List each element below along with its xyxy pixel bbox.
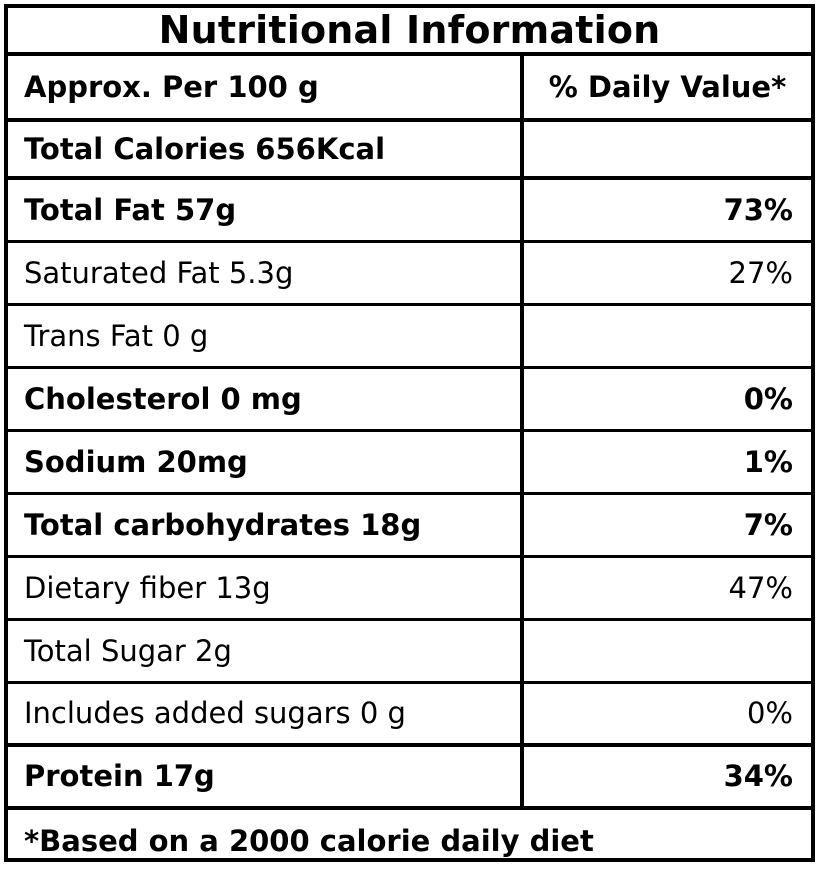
nutrient-name: Protein 17g <box>24 759 215 794</box>
nutrient-dv: 73% <box>723 192 793 227</box>
nutrient-name-cell <box>8 558 520 618</box>
nutrient-name: Dietary fiber 13g <box>24 570 271 605</box>
nutrient-name-cell <box>8 621 520 681</box>
header-daily-value-label: % Daily Value* <box>548 70 787 104</box>
nutrient-name-cell <box>8 122 520 176</box>
nutrient-name-cell <box>8 432 520 492</box>
nutrient-name-cell <box>8 369 520 429</box>
nutrient-name: Cholesterol 0 mg <box>24 381 302 416</box>
header-cell-serving <box>8 56 520 118</box>
nutrient-dv-cell <box>520 180 811 240</box>
table-row <box>8 558 811 621</box>
page-title: Nutritional Information <box>158 8 661 52</box>
table-row <box>8 122 811 180</box>
nutrition-table <box>8 56 811 872</box>
table-row <box>8 684 811 747</box>
nutrient-dv-cell <box>520 495 811 555</box>
nutrient-dv-cell <box>520 369 811 429</box>
nutrient-name: Sodium 20mg <box>24 444 248 479</box>
nutrition-facts-panel <box>4 4 815 862</box>
table-row <box>8 621 811 684</box>
nutrient-name: Trans Fat 0 g <box>24 318 209 353</box>
table-row <box>8 747 811 810</box>
nutrient-name: Includes added sugars 0 g <box>24 696 406 731</box>
table-row <box>8 306 811 369</box>
header-serving-label: Approx. Per 100 g <box>24 70 319 104</box>
nutrient-dv: 1% <box>743 444 793 479</box>
nutrient-dv-cell <box>520 306 811 366</box>
header-cell-daily-value <box>520 56 811 118</box>
footnote-text: *Based on a 2000 calorie daily diet <box>24 823 594 858</box>
table-row <box>8 495 811 558</box>
footnote-cell <box>8 810 811 872</box>
nutrient-dv: 34% <box>723 759 793 794</box>
nutrient-dv: 27% <box>728 255 793 290</box>
nutrient-name-cell <box>8 684 520 743</box>
nutrient-name-cell <box>8 180 520 240</box>
table-row <box>8 243 811 306</box>
nutrient-name-cell <box>8 495 520 555</box>
nutrient-name: Saturated Fat 5.3g <box>24 255 294 290</box>
title-row <box>8 8 811 56</box>
nutrient-dv: 7% <box>743 507 793 542</box>
nutrient-dv: 0% <box>746 696 793 731</box>
nutrient-dv: 0% <box>743 381 793 416</box>
nutrient-dv-cell <box>520 684 811 743</box>
nutrient-dv-cell <box>520 122 811 176</box>
nutrient-dv: 47% <box>728 570 793 605</box>
nutrient-dv-cell <box>520 558 811 618</box>
nutrient-dv-cell <box>520 243 811 303</box>
nutrient-name: Total carbohydrates 18g <box>24 507 422 542</box>
table-header-row <box>8 56 811 122</box>
nutrient-name-cell <box>8 747 520 806</box>
nutrient-dv-cell <box>520 432 811 492</box>
table-row <box>8 432 811 495</box>
nutrient-name-cell <box>8 306 520 366</box>
nutrient-name: Total Calories 656Kcal <box>24 131 386 166</box>
nutrient-dv-cell <box>520 747 811 806</box>
nutrient-name-cell <box>8 243 520 303</box>
nutrient-name: Total Sugar 2g <box>24 633 232 668</box>
table-row <box>8 369 811 432</box>
nutrient-dv-cell <box>520 621 811 681</box>
footnote-row <box>8 810 811 872</box>
nutrient-name: Total Fat 57g <box>24 192 237 227</box>
table-row <box>8 180 811 243</box>
